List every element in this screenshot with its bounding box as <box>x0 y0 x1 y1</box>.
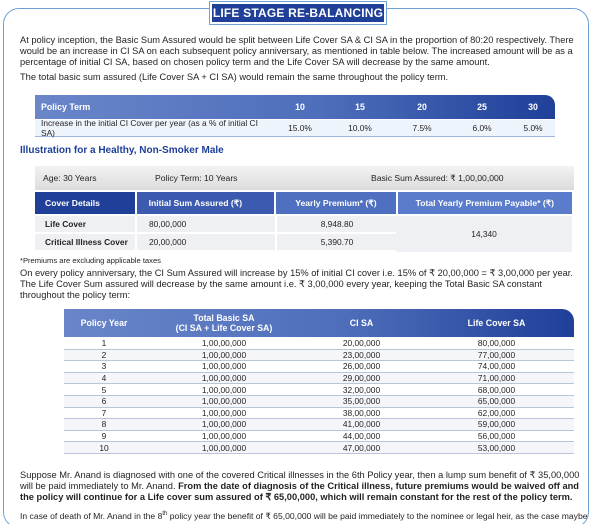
death-text-1: In case of death of Mr. Anand in the 8 <box>20 510 163 521</box>
term-cell: 25 <box>477 102 487 112</box>
increase-cell: 5.0% <box>523 123 543 133</box>
header-life-cover-sa: Life Cover SA <box>467 318 526 328</box>
header-total-premium: Total Yearly Premium Payable* (₹) <box>398 192 572 214</box>
total-sa-cell: 1,00,00,000 <box>201 349 247 360</box>
total-sa-cell: 1,00,00,000 <box>201 396 247 407</box>
ci-sa-cell: 35,00,000 <box>342 396 381 407</box>
total-sa-cell: 1,00,00,000 <box>201 431 247 442</box>
cover-name: Life Cover <box>35 216 135 232</box>
table-row <box>64 361 574 373</box>
anniversary-paragraph: On every policy anniversary, the CI Sum Assured will increase by 15% of initial CI cover i.e. 15% of ₹ 20,00,000 = ₹ 3,00,000 per year. The Life Cover Sum assured will decrease by the same amount i.e. ₹ 3,00,000 every year, keeping the Total Basic SA constant throughout the policy term: <box>20 268 573 301</box>
illustration-summary <box>35 166 574 190</box>
life-cover-cell: 53,00,000 <box>477 442 516 453</box>
life-cover-cell: 68,00,000 <box>477 384 516 395</box>
ci-sa-cell: 23,00,000 <box>342 349 381 360</box>
table-row <box>64 408 574 420</box>
death-text-2: policy year the benefit of ₹ 65,00,000 will be paid immediately to the nominee or legal heir, as the case maybe <box>167 510 588 521</box>
policy-term-label: Policy Term <box>41 102 91 112</box>
section-title: LIFE STAGE RE-BALANCING <box>210 2 386 24</box>
ci-sa-cell: 26,00,000 <box>342 361 381 372</box>
increase-cell: 10.0% <box>348 123 372 133</box>
life-cover-cell: 77,00,000 <box>477 349 516 360</box>
life-cover-cell: 59,00,000 <box>477 419 516 430</box>
total-sa-cell: 1,00,00,000 <box>201 419 247 430</box>
header-total-line1: Total Basic SA <box>193 313 255 323</box>
total-sa-cell: 1,00,00,000 <box>201 442 247 453</box>
ci-sa-cell: 32,00,000 <box>342 384 381 395</box>
year-cell: 6 <box>101 396 107 407</box>
year-cell: 9 <box>101 431 107 442</box>
life-cover-cell: 80,00,000 <box>477 338 516 349</box>
table-row <box>64 350 574 362</box>
term-cell: 20 <box>417 102 427 112</box>
header-total-basic-sa <box>144 313 304 333</box>
ci-sa-cell: 20,00,000 <box>342 338 381 349</box>
yearly-premium: 5,390.70 <box>277 234 397 250</box>
ci-sa-cell: 44,00,000 <box>342 431 381 442</box>
life-cover-cell: 71,00,000 <box>477 373 516 384</box>
policy-term-text: Policy Term: 10 Years <box>155 173 238 183</box>
ci-sa-cell: 41,00,000 <box>342 419 381 430</box>
cover-name: Critical Illness Cover <box>35 234 135 250</box>
header-initial-sa: Initial Sum Assured (₹) <box>137 192 275 214</box>
table-row <box>64 396 574 408</box>
total-sa-cell: 1,00,00,000 <box>201 407 247 418</box>
death-paragraph <box>20 509 590 522</box>
year-cell: 2 <box>101 349 107 360</box>
year-cell: 1 <box>101 338 107 349</box>
table-row <box>64 419 574 431</box>
term-cell: 30 <box>528 102 538 112</box>
year-cell: 7 <box>101 407 107 418</box>
table-row <box>64 338 574 350</box>
table-row <box>64 431 574 443</box>
total-premium-cell: 14,340 <box>396 216 572 252</box>
illustration-title: Illustration for a Healthy, Non-Smoker Male <box>20 145 224 156</box>
life-cover-cell: 62,00,000 <box>477 407 516 418</box>
intro-paragraph-2: The total basic sum assured (Life Cover SA + CI SA) would remain the same throughout the policy term. <box>20 72 449 82</box>
ci-sa-cell: 38,00,000 <box>342 407 381 418</box>
year-table-header <box>64 309 574 337</box>
premium-note: *Premiums are excluding applicable taxes <box>20 256 161 265</box>
life-cover-cell: 74,00,000 <box>477 361 516 372</box>
life-cover-cell: 65,00,000 <box>477 396 516 407</box>
total-sa-cell: 1,00,00,000 <box>201 373 247 384</box>
table-row <box>64 442 574 454</box>
table-row <box>64 373 574 385</box>
ci-sa-cell: 47,00,000 <box>342 442 381 453</box>
year-cell: 8 <box>101 419 107 430</box>
term-cell: 10 <box>295 102 305 112</box>
header-cover-details: Cover Details <box>35 192 135 214</box>
year-cell: 3 <box>101 361 107 372</box>
increase-cell: 7.5% <box>412 123 432 133</box>
death-sup: th <box>162 511 168 517</box>
total-sa-cell: 1,00,00,000 <box>201 338 247 349</box>
intro-paragraph: At policy inception, the Basic Sum Assured would be split between Life Cover SA & CI SA in the proportion of 80:20 respectively. There would be an increase in CI SA on each subsequent policy anniversary, as mentioned in table below. The increased amount will be as a percentage of initial CI SA, based on chosen policy term and the Life Cover SA will decrease by the same amount. <box>20 35 574 68</box>
example-plain: Suppose Mr. Anand is diagnosed with one of the covered Critical illnesses in the 6th Policy year, then a lump sum benefit of ₹ 35,00,000 will be paid immediately to Mr. Anand. <box>20 470 580 492</box>
total-sa-cell: 1,00,00,000 <box>201 361 247 372</box>
example-paragraph <box>20 470 586 504</box>
illustration-header <box>35 192 574 214</box>
increase-cell: 6.0% <box>472 123 492 133</box>
initial-sa: 80,00,000 <box>137 216 275 232</box>
year-cell: 5 <box>101 384 107 395</box>
age-label: Age: 30 Years <box>43 173 97 183</box>
basic-sa-text: Basic Sum Assured: ₹ 1,00,00,000 <box>371 172 504 183</box>
life-cover-cell: 56,00,000 <box>477 431 516 442</box>
yearly-premium: 8,948.80 <box>277 216 397 232</box>
increase-label: Increase in the initial CI Cover per year (as a % of initial CI SA) <box>41 118 258 138</box>
term-cell: 15 <box>355 102 365 112</box>
year-cell: 10 <box>99 442 109 453</box>
increase-cell: 15.0% <box>288 123 312 133</box>
policy-term-header <box>35 95 555 119</box>
initial-sa: 20,00,000 <box>137 234 275 250</box>
total-sa-cell: 1,00,00,000 <box>201 384 247 395</box>
ci-sa-cell: 29,00,000 <box>342 373 381 384</box>
year-cell: 4 <box>101 373 107 384</box>
header-total-line2: (CI SA + Life Cover SA) <box>175 323 273 333</box>
header-ci-sa: CI SA <box>349 318 374 328</box>
table-row <box>64 384 574 396</box>
example-bold: From the date of diagnosis of the Critical illness, future premiums would be waived off and the policy will continue for a Life cover sum assured of ₹ 65,00,000, which will remain constant for the rest of the policy term. <box>20 481 579 503</box>
policy-term-row <box>35 120 555 137</box>
header-policy-year: Policy Year <box>80 318 128 328</box>
header-yearly-premium: Yearly Premium* (₹) <box>276 192 396 214</box>
